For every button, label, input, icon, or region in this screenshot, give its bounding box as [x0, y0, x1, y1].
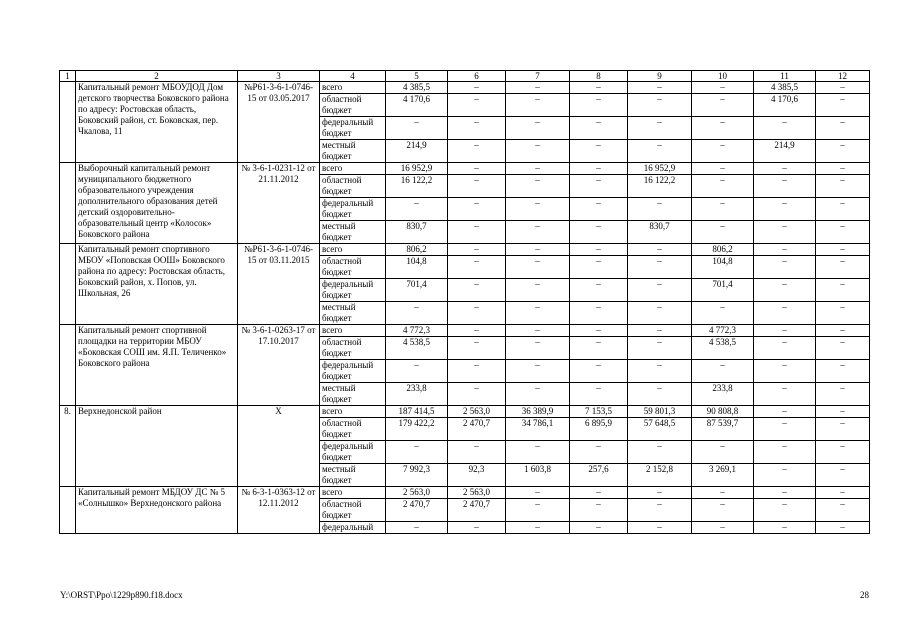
value-cell: 34 786,1	[506, 418, 570, 441]
header-cell: 10	[692, 71, 754, 82]
value-cell: –	[628, 302, 692, 325]
value-cell: 179 422,2	[386, 418, 448, 441]
value-cell: 4 772,3	[386, 325, 448, 337]
funding-type-cell: федеральный бюджет	[320, 360, 386, 383]
value-cell: 7 992,3	[386, 464, 448, 487]
value-cell: –	[506, 82, 570, 94]
value-cell: –	[506, 94, 570, 117]
funding-type-cell: федеральный	[320, 522, 386, 534]
value-cell: –	[816, 221, 870, 244]
value-cell: 2 563,0	[386, 487, 448, 499]
value-cell: 104,8	[692, 256, 754, 279]
value-cell: –	[570, 140, 628, 163]
header-cell: 2	[76, 71, 238, 82]
value-cell: –	[448, 360, 506, 383]
value-cell: –	[628, 383, 692, 406]
value-cell: –	[628, 325, 692, 337]
value-cell: –	[448, 337, 506, 360]
value-cell: –	[754, 418, 816, 441]
value-cell: –	[754, 279, 816, 302]
value-cell: –	[692, 302, 754, 325]
value-cell: –	[570, 383, 628, 406]
value-cell: –	[448, 175, 506, 198]
value-cell: –	[506, 244, 570, 256]
value-cell: –	[816, 441, 870, 464]
value-cell: –	[816, 302, 870, 325]
value-cell: –	[692, 487, 754, 499]
value-cell: –	[754, 441, 816, 464]
header-cell: 8	[570, 71, 628, 82]
value-cell: –	[506, 163, 570, 175]
value-cell: 257,6	[570, 464, 628, 487]
value-cell: 7 153,5	[570, 406, 628, 418]
value-cell: –	[448, 221, 506, 244]
value-cell: –	[754, 499, 816, 522]
value-cell: 90 808,8	[692, 406, 754, 418]
funding-type-cell: федеральный бюджет	[320, 441, 386, 464]
value-cell: 16 952,9	[628, 163, 692, 175]
value-cell: –	[570, 82, 628, 94]
budget-table	[59, 70, 870, 534]
value-cell: –	[816, 279, 870, 302]
value-cell: –	[570, 94, 628, 117]
value-cell: –	[816, 140, 870, 163]
object-name-cell: Верхнедонской район	[76, 406, 238, 487]
value-cell: –	[692, 163, 754, 175]
table-row	[60, 325, 870, 337]
document-cell: Х	[238, 406, 320, 487]
header-cell: 9	[628, 71, 692, 82]
value-cell: –	[506, 198, 570, 221]
value-cell: –	[692, 94, 754, 117]
value-cell: –	[628, 487, 692, 499]
page-number: 28	[860, 590, 869, 600]
value-cell: –	[754, 464, 816, 487]
funding-type-cell: областной бюджет	[320, 499, 386, 522]
value-cell: 36 389,9	[506, 406, 570, 418]
value-cell: –	[754, 337, 816, 360]
value-cell: –	[570, 522, 628, 534]
value-cell: –	[570, 279, 628, 302]
value-cell: 2 470,7	[386, 499, 448, 522]
value-cell: –	[816, 82, 870, 94]
value-cell: –	[448, 441, 506, 464]
value-cell: –	[570, 360, 628, 383]
funding-type-cell: местный бюджет	[320, 221, 386, 244]
table-row	[60, 244, 870, 256]
value-cell: 4 538,5	[386, 337, 448, 360]
value-cell: –	[692, 360, 754, 383]
header-cell: 7	[506, 71, 570, 82]
value-cell: –	[570, 499, 628, 522]
value-cell: 214,9	[386, 140, 448, 163]
value-cell: –	[448, 279, 506, 302]
value-cell: –	[570, 175, 628, 198]
value-cell: –	[754, 244, 816, 256]
value-cell: –	[816, 522, 870, 534]
value-cell: 59 801,3	[628, 406, 692, 418]
value-cell: –	[506, 221, 570, 244]
value-cell: 2 152,8	[628, 464, 692, 487]
value-cell: –	[570, 487, 628, 499]
value-cell: 701,4	[692, 279, 754, 302]
funding-type-cell: всего	[320, 487, 386, 499]
value-cell: –	[692, 441, 754, 464]
value-cell: –	[448, 117, 506, 140]
value-cell: –	[816, 406, 870, 418]
value-cell: –	[754, 198, 816, 221]
value-cell: –	[448, 198, 506, 221]
value-cell: –	[692, 82, 754, 94]
value-cell: –	[754, 522, 816, 534]
funding-type-cell: областной бюджет	[320, 175, 386, 198]
value-cell: 2 563,0	[448, 406, 506, 418]
value-cell: 233,8	[692, 383, 754, 406]
value-cell: –	[570, 441, 628, 464]
value-cell: 806,2	[386, 244, 448, 256]
value-cell: 87 539,7	[692, 418, 754, 441]
value-cell: –	[506, 522, 570, 534]
value-cell: –	[692, 522, 754, 534]
value-cell: –	[628, 94, 692, 117]
value-cell: 701,4	[386, 279, 448, 302]
value-cell: –	[570, 117, 628, 140]
value-cell: –	[628, 441, 692, 464]
value-cell: 4 385,5	[754, 82, 816, 94]
value-cell: 4 170,6	[754, 94, 816, 117]
value-cell: –	[692, 198, 754, 221]
value-cell: –	[628, 82, 692, 94]
value-cell: –	[506, 383, 570, 406]
funding-type-cell: областной бюджет	[320, 94, 386, 117]
value-cell: –	[570, 325, 628, 337]
value-cell: –	[816, 418, 870, 441]
funding-type-cell: областной бюджет	[320, 418, 386, 441]
value-cell: –	[506, 337, 570, 360]
value-cell: –	[506, 175, 570, 198]
table-row	[60, 82, 870, 94]
value-cell: 92,3	[448, 464, 506, 487]
value-cell: –	[386, 302, 448, 325]
value-cell: –	[692, 175, 754, 198]
value-cell: –	[692, 117, 754, 140]
value-cell: –	[816, 383, 870, 406]
value-cell: –	[816, 325, 870, 337]
value-cell: 2 470,7	[448, 418, 506, 441]
value-cell: –	[754, 406, 816, 418]
value-cell: 16 122,2	[386, 175, 448, 198]
funding-type-cell: всего	[320, 325, 386, 337]
value-cell: –	[448, 522, 506, 534]
value-cell: –	[448, 82, 506, 94]
header-cell: 4	[320, 71, 386, 82]
row-number-cell	[60, 325, 76, 406]
value-cell: 3 269,1	[692, 464, 754, 487]
value-cell: –	[754, 302, 816, 325]
value-cell: –	[506, 325, 570, 337]
value-cell: –	[754, 360, 816, 383]
funding-type-cell: федеральный бюджет	[320, 279, 386, 302]
value-cell: –	[816, 360, 870, 383]
value-cell: –	[448, 302, 506, 325]
value-cell: –	[570, 221, 628, 244]
object-name-cell: Капитальный ремонт спортивного МБОУ «Поповская ООШ» Боковского района по адресу: Ростовская область, Боковский район, х. Попов, ул. Школьная, 26	[76, 244, 238, 325]
object-name-cell: Капитальный ремонт МБОУДОД Дом детского творчества Боковского района по адресу: Ростовская область, Боковский район, ст. Боковская, пер. Чкалова, 11	[76, 82, 238, 163]
value-cell: –	[628, 140, 692, 163]
value-cell: –	[570, 198, 628, 221]
document-cell: №Р61-3-6-1-0746-15 от 03.11.2015	[238, 244, 320, 325]
value-cell: 187 414,5	[386, 406, 448, 418]
value-cell: –	[448, 383, 506, 406]
value-cell: –	[628, 522, 692, 534]
value-cell: 2 470,7	[448, 499, 506, 522]
document-cell: №Р61-3-6-1-0746-15 от 03.05.2017	[238, 82, 320, 163]
value-cell: 4 385,5	[386, 82, 448, 94]
value-cell: 214,9	[754, 140, 816, 163]
value-cell: –	[754, 163, 816, 175]
value-cell: –	[628, 499, 692, 522]
value-cell: –	[816, 163, 870, 175]
object-name-cell: Капитальный ремонт спортивной площадки на территории МБОУ «Боковская СОШ им. Я.П. Теличенко» Боковского района	[76, 325, 238, 406]
funding-type-cell: всего	[320, 82, 386, 94]
value-cell: –	[570, 256, 628, 279]
value-cell: –	[448, 140, 506, 163]
value-cell: –	[386, 117, 448, 140]
value-cell: 57 648,5	[628, 418, 692, 441]
row-number-cell	[60, 163, 76, 244]
header-cell: 6	[448, 71, 506, 82]
value-cell: 4 538,5	[692, 337, 754, 360]
value-cell: 830,7	[386, 221, 448, 244]
value-cell: 4 772,3	[692, 325, 754, 337]
document-cell: № 3-6-1-0231-12 от 21.11.2012	[238, 163, 320, 244]
value-cell: –	[628, 279, 692, 302]
value-cell: –	[754, 221, 816, 244]
funding-type-cell: местный бюджет	[320, 464, 386, 487]
row-number-cell	[60, 487, 76, 534]
header-cell: 11	[754, 71, 816, 82]
funding-type-cell: областной бюджет	[320, 256, 386, 279]
value-cell: –	[692, 221, 754, 244]
value-cell: –	[816, 117, 870, 140]
value-cell: –	[628, 244, 692, 256]
document-cell: № 6-3-1-0363-12 от 12.11.2012	[238, 487, 320, 534]
value-cell: –	[628, 117, 692, 140]
value-cell: –	[448, 163, 506, 175]
value-cell: –	[816, 487, 870, 499]
value-cell: –	[570, 163, 628, 175]
value-cell: 16 122,2	[628, 175, 692, 198]
value-cell: –	[754, 325, 816, 337]
value-cell: –	[816, 198, 870, 221]
value-cell: –	[754, 117, 816, 140]
value-cell: –	[570, 302, 628, 325]
value-cell: –	[506, 499, 570, 522]
header-row	[60, 71, 870, 82]
funding-type-cell: областной бюджет	[320, 337, 386, 360]
value-cell: –	[448, 325, 506, 337]
row-number-cell	[60, 82, 76, 163]
value-cell: 2 563,0	[448, 487, 506, 499]
object-name-cell: Выборочный капитальный ремонт муниципального бюджетного образовательного учреждения дополнительного образования детей детский оздоровительно-образовательный центр «Колосок» Боковского района	[76, 163, 238, 244]
header-cell: 12	[816, 71, 870, 82]
value-cell: –	[628, 360, 692, 383]
funding-type-cell: всего	[320, 244, 386, 256]
value-cell: –	[754, 487, 816, 499]
value-cell: –	[816, 337, 870, 360]
value-cell: –	[506, 140, 570, 163]
file-path: Y:\ORST\Ppo\1229p890.f18.docx	[60, 590, 183, 600]
header-cell: 1	[60, 71, 76, 82]
value-cell: –	[628, 256, 692, 279]
table-row	[60, 487, 870, 499]
value-cell: –	[692, 140, 754, 163]
value-cell: –	[816, 256, 870, 279]
value-cell: –	[506, 302, 570, 325]
value-cell: –	[506, 279, 570, 302]
value-cell: –	[816, 94, 870, 117]
document-cell: № 3-6-1-0263-17 от 17.10.2017	[238, 325, 320, 406]
value-cell: –	[570, 337, 628, 360]
value-cell: –	[506, 487, 570, 499]
value-cell: –	[570, 244, 628, 256]
value-cell: –	[448, 244, 506, 256]
value-cell: –	[506, 117, 570, 140]
value-cell: –	[754, 383, 816, 406]
value-cell: –	[386, 360, 448, 383]
value-cell: –	[816, 499, 870, 522]
value-cell: –	[448, 94, 506, 117]
value-cell: 1 603,8	[506, 464, 570, 487]
funding-type-cell: всего	[320, 406, 386, 418]
value-cell: –	[506, 360, 570, 383]
table-row	[60, 163, 870, 175]
value-cell: –	[386, 198, 448, 221]
value-cell: –	[816, 464, 870, 487]
value-cell: –	[386, 441, 448, 464]
value-cell: 16 952,9	[386, 163, 448, 175]
funding-type-cell: всего	[320, 163, 386, 175]
value-cell: –	[506, 256, 570, 279]
funding-type-cell: местный бюджет	[320, 383, 386, 406]
value-cell: –	[816, 244, 870, 256]
value-cell: 4 170,6	[386, 94, 448, 117]
value-cell: 830,7	[628, 221, 692, 244]
value-cell: –	[506, 441, 570, 464]
value-cell: 104,8	[386, 256, 448, 279]
value-cell: –	[386, 522, 448, 534]
value-cell: –	[448, 256, 506, 279]
value-cell: 6 895,9	[570, 418, 628, 441]
funding-type-cell: местный бюджет	[320, 140, 386, 163]
object-name-cell: Капитальный ремонт МБДОУ ДС № 5 «Солнышко» Верхнедонского района	[76, 487, 238, 534]
value-cell: 233,8	[386, 383, 448, 406]
funding-type-cell: федеральный бюджет	[320, 117, 386, 140]
header-cell: 3	[238, 71, 320, 82]
value-cell: 806,2	[692, 244, 754, 256]
value-cell: –	[754, 175, 816, 198]
row-number-cell	[60, 244, 76, 325]
header-cell: 5	[386, 71, 448, 82]
row-number-cell: 8.	[60, 406, 76, 487]
value-cell: –	[692, 499, 754, 522]
value-cell: –	[628, 337, 692, 360]
funding-type-cell: федеральный бюджет	[320, 198, 386, 221]
value-cell: –	[754, 256, 816, 279]
value-cell: –	[816, 175, 870, 198]
table-row	[60, 406, 870, 418]
value-cell: –	[628, 198, 692, 221]
funding-type-cell: местный бюджет	[320, 302, 386, 325]
